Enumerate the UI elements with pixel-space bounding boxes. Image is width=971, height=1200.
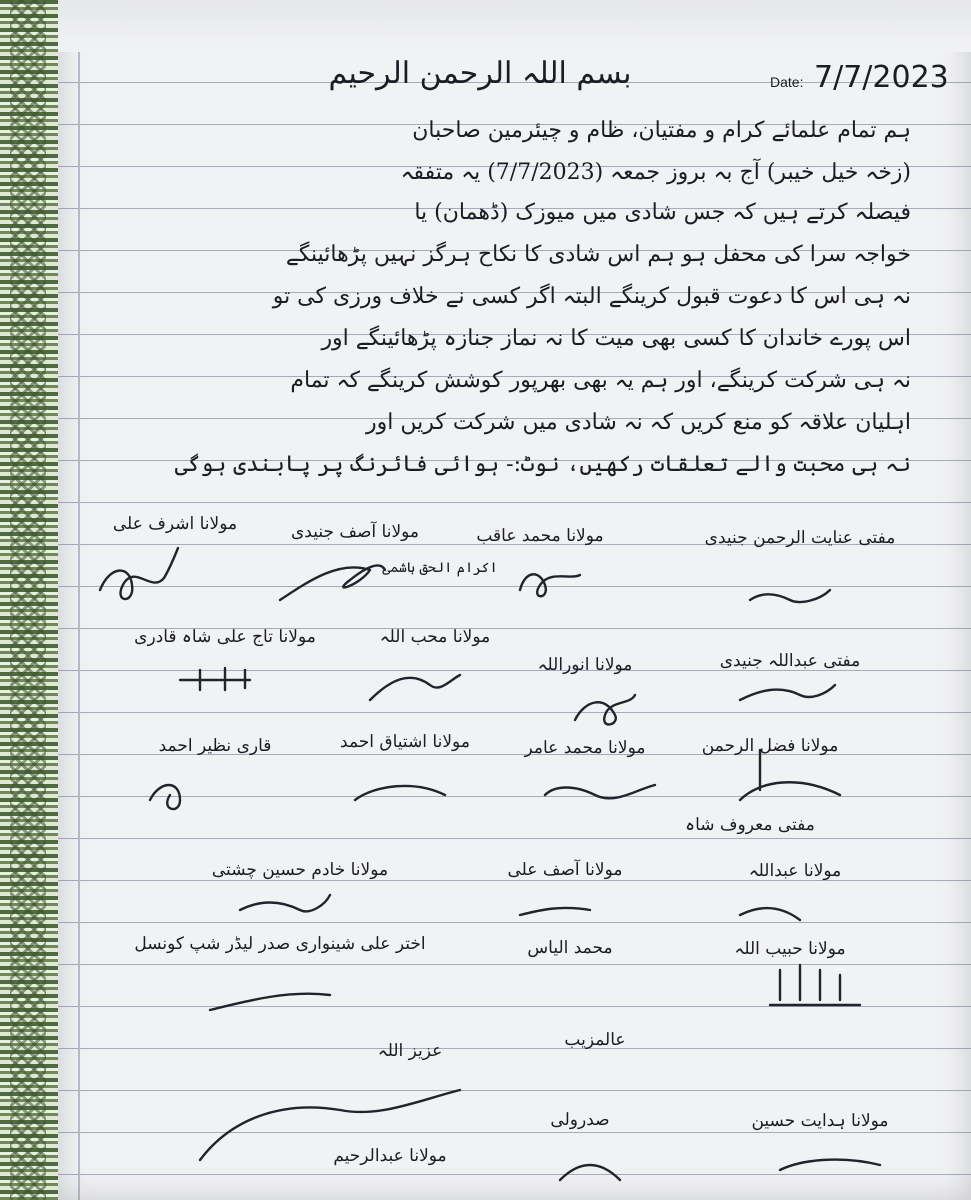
body-line: (زخہ خیل خیبر) آج بہ بروز جمعہ (7/7/2023) یہ متفقہ [400, 160, 911, 185]
body-line: نہ ہی شرکت کرینگے، اور ہم یہ بھی بھرپور کوشش کرینگے کہ تمام [290, 368, 911, 393]
signatory-name: مولانا عبدالرحیم [333, 1146, 447, 1166]
signatory-name: اکرام الحق ہاشمی [382, 560, 498, 576]
body-line: اس پورے خاندان کا کسی بھی میت کا نہ نماز جنازہ پڑھائینگے اور [321, 326, 911, 351]
body-line: نہ ہی محبت والے تعلقات رکھیں، نوٹ:- ہوائی فائرنگ پر پابندی ہوگی [174, 452, 911, 477]
signatory-name: مولانا محمد عامر [524, 738, 646, 758]
signatory-name: مولانا تاج علی شاہ قادری [134, 627, 316, 647]
signatory-name: محمد الیاس [527, 938, 613, 958]
signatory-name: مولانا عبداللہ [748, 861, 842, 881]
signatory-name: مولانا حبیب اللہ [734, 939, 846, 959]
signatory-name: مولانا خادم حسین چشتی [211, 860, 389, 880]
signatory-name: مولانا انوراللہ [537, 655, 633, 675]
signatory-name: قاری نظیر احمد [158, 736, 272, 756]
signatory-name: مولانا آصف جنیدی [290, 522, 420, 542]
body-line: خواجہ سرا کی محفل ہو ہم اس شادی کا نکاح ہرگز نہیں پڑھائینگے [285, 242, 911, 267]
body-line: اہلیان علاقہ کو منع کریں کہ نہ شادی میں شرکت کریں اور [365, 410, 911, 435]
signatory-name: مفتی معروف شاہ [685, 815, 815, 835]
signatory-name: صدرولی [550, 1110, 610, 1130]
page-top-margin [58, 0, 971, 52]
signatory-name: مفتی عنایت الرحمن جنیدی [704, 528, 896, 548]
notebook-binding [0, 0, 58, 1200]
signatory-name: مولانا ہدایت حسین [751, 1111, 889, 1131]
body-line: ہم تمام علمائے کرام و مفتیان، ظام و چیئرمین صاحبان [412, 118, 911, 143]
signatory-name: مولانا محمد عاقب [476, 526, 604, 546]
date-label: Date: [770, 74, 804, 90]
signatory-name: مولانا اشرف علی [112, 514, 238, 534]
signatory-name: مولانا محب اللہ [379, 627, 491, 647]
date-stamp [770, 60, 960, 100]
signatory-name: مفتی عبداللہ جنیدی [719, 651, 861, 671]
date-value: 7/7/2023 [814, 60, 949, 95]
signatory-name: عالمزیب [564, 1030, 626, 1050]
signatory-name: مولانا آصف علی [507, 860, 623, 880]
document-heading: بسم اللہ الرحمن الرحیم [328, 56, 632, 91]
signatory-name: اختر علی شینواری صدر لیڈر شپ کونسل [134, 934, 426, 954]
signatory-name: عزیز اللہ [377, 1041, 443, 1061]
body-line: فیصلہ کرتے ہیں کہ جس شادی میں میوزک (ڈھمان) یا [414, 200, 911, 225]
signatory-name: مولانا فضل الرحمن [701, 736, 839, 756]
body-line: نہ ہی اس کا دعوت قبول کرینگے البتہ اگر کسی نے خلاف ورزی کی تو [272, 284, 911, 309]
signatory-name: مولانا اشتیاق احمد [340, 732, 470, 752]
